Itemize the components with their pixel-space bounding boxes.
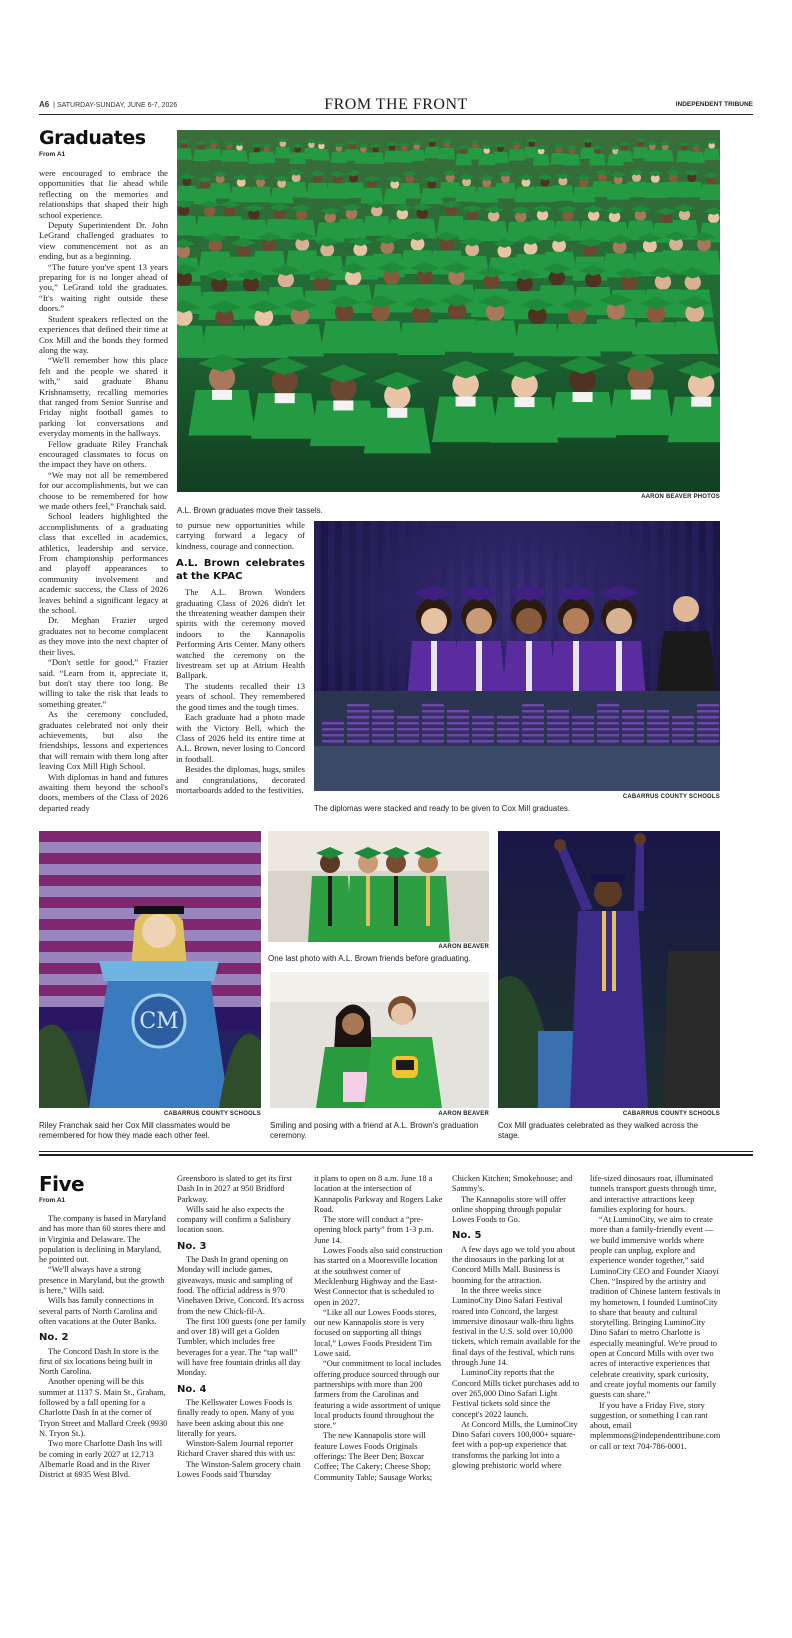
col2-intro: to pursue new opportunities while carrying forward a legacy of kindness, courage and connection. xyxy=(176,520,305,551)
podium-speaker-image xyxy=(39,831,261,1108)
five-paragraph: The store will conduct a “pre-opening block party” from 1-3 p.m. June 14. xyxy=(314,1215,434,1245)
five-paragraph: If you have a Friday Five, story suggestion, or something I can rant about, email mplemmons@independenttribune.com or call or text 704-786-0001. xyxy=(590,1400,721,1451)
five-paragraph: The Winston-Salem grocery chain Lowes Foods said Thursday xyxy=(177,1459,301,1480)
five-paragraph: “Our commitment to local includes offering produce sourced through our partnerships with more than 200 farmers from the Carolinas and featuring a wide assortment of unique local products found throughout the store.” xyxy=(314,1359,442,1431)
graduates-headline: Graduates xyxy=(39,127,146,149)
main-photo-credit: AARON BEAVER PHOTOS xyxy=(641,494,720,500)
five-column-3 xyxy=(314,1174,444,1499)
svg-text:CM: CM xyxy=(139,1009,179,1034)
alb-subhead: A.L. Brown celebrates at the KPAC xyxy=(176,558,305,583)
section-divider-thin xyxy=(39,1151,753,1152)
five-paragraph: Greensboro is slated to get its first Dash In in 2027 at 950 Bridford Parkway. xyxy=(177,1174,292,1204)
five-paragraph: life-sized dinosaurs roar, illuminated tunnels transport guests through time, and interactive attractions keep families exploring for hours. xyxy=(590,1174,717,1214)
five-paragraph: Wills said he also expects the company will confirm a Salisbury location soon. xyxy=(177,1204,291,1235)
graduates-paragraph: were encouraged to embrace the opportunities that lie ahead while reflecting on the memories and relationships that shaped their high school experience. xyxy=(39,168,168,220)
five-headline: Five xyxy=(39,1172,85,1196)
riley-photo xyxy=(39,831,261,1108)
graduates-paragraph: Fellow graduate Riley Franchak encouraged classmates to focus on the impact they have on others. xyxy=(39,438,168,470)
five-paragraph: The Dash In grand opening on Monday will include games, giveaways, music and sampling of food. The official address is 970 Vinehaven Drive, Concord. It's across from the new Chick-fil-A. xyxy=(177,1255,305,1316)
friends-group-image xyxy=(268,831,489,942)
five-item-heading: No. 3 xyxy=(177,1240,207,1252)
green-gowns-image xyxy=(177,130,720,492)
diploma-stacks-image xyxy=(314,521,720,791)
five-paragraph: The new Kannapolis store will feature Lowes Foods Originals offerings: The Beer Den; Boxcar Coffee; The Cakery; Cheese Shop; Community Table; Sausage Works; xyxy=(314,1431,433,1482)
five-paragraph: Two more Charlotte Dash Ins will be coming in early 2027 at 12,713 Albemarle Road and in the River District at 6935 West Blvd. xyxy=(39,1439,163,1480)
five-jump-from: From A1 xyxy=(39,1197,66,1204)
graduates-jump-from: From A1 xyxy=(39,151,66,158)
alb-paragraph: The A.L. Brown Wonders graduating Class of 2026 didn't let the threatening weather dampen their spirits with the ceremony moved indoors to the Kannapolis Performing Arts Center. Many others watched the ceremony on the livestream set up at Atrium Health Ballpark. xyxy=(176,587,305,681)
graduate-cheering-image xyxy=(498,831,720,1108)
friends-photo xyxy=(268,831,489,942)
five-paragraph: Wills has family connections in several parts of North Carolina and often vacations at the Outer Banks. xyxy=(39,1296,157,1326)
friends-photo-caption: One last photo with A.L. Brown friends before graduating. xyxy=(268,954,471,963)
top-rule xyxy=(39,114,753,115)
five-paragraph: At Concord Mills, the LuminoCity Dino Safari covers 100,000+ square-feet with a pop-up experience that transforms the parking lot into a glowing prehistoric world where xyxy=(452,1419,578,1471)
five-paragraph: The Kannapolis store will offer online shopping through popular Lowes Foods to Go. xyxy=(452,1194,566,1225)
riley-photo-credit: CABARRUS COUNTY SCHOOLS xyxy=(163,1111,261,1117)
posing-photo xyxy=(270,972,489,1108)
five-paragraph: Another opening will be this summer at 1137 S. Main St., Graham, followed by a fall opening for a Charlotte Dash In at the corner of Tryon Street and Mallard Creek (9930 N. Tryon St.). xyxy=(39,1377,168,1438)
five-item-heading: No. 2 xyxy=(39,1332,69,1344)
celebrate-photo-credit: CABARRUS COUNTY SCHOOLS xyxy=(622,1111,720,1117)
five-paragraph: The first 100 guests (one per family and over 18) will get a Golden Tumbler, which includes free beverages for a year. The “tap wall” will have free fountain drinks all day Monday. xyxy=(177,1316,306,1378)
graduates-column-2 xyxy=(176,520,305,814)
friends-photo-credit: AARON BEAVER xyxy=(438,944,489,950)
five-paragraph: The company is based in Maryland and has more than 60 stores there and in Virginia and Delaware. The population is declining in Maryland, he pointed out. xyxy=(39,1214,166,1265)
five-paragraph: The Concord Dash In store is the first of six locations being built in North Carolina. xyxy=(39,1346,159,1377)
five-paragraph: “At LuminoCity, we aim to create more than a family-friendly event — we build immersive worlds where people can unplug, explore and experience wonder together,” said LuminoCity CEO and Founder Xiaoyi Chen. “Inspired by the artistry and tradition of Chinese lantern festivals in my hometown, I founded LuminoCity to share that beauty and cultural storytelling. Bringing LuminoCity Dino Safari to metro Charlotte is especially meaningful. We're proud to open at Concord Mills with over two acres of interactive experiences that celebrate creativity, spark curiosity, and create joyful moments our family guests can share.” xyxy=(590,1215,721,1400)
five-paragraph: Chicken Kitchen; Smokehouse; and Sammy's. xyxy=(452,1174,573,1194)
graduates-paragraph: “We may not all be remembered for our accomplishments, but we can choose to be remembered for how we made others feel,” Franchak said. xyxy=(39,469,168,511)
issue-date: SATURDAY-SUNDAY, JUNE 6-7, 2026 xyxy=(56,102,178,109)
graduates-paragraph: “Don't settle for good,” Frazier said. “Learn from it, appreciate it, but don't stay there too long. Be willing to take the risk that leads to something greater.” xyxy=(39,657,168,709)
graduates-paragraph: “We'll remember how this place felt and the people we shared it with,” said graduate Bhanu Krishnamsetty, recalling memories that ranged from Senior Sunrise and Friday night football games to parking lot conversations and everyday moments in the hallways. xyxy=(39,355,168,439)
five-paragraph: it plans to open on 8 a.m. June 18 a location at the intersection of Kannapolis Parkway and Rogers Lake Road. xyxy=(314,1174,443,1214)
five-column-1 xyxy=(39,1214,168,1499)
alb-paragraph: The students recalled their 13 years of school. They remembered the good times and the tough times. xyxy=(176,680,305,712)
graduates-paragraph: As the ceremony concluded, graduates celebrated not only their achievements, but also the friendships, lessons and experiences that will remain with them long after leaving Cox Mill High School. xyxy=(39,709,168,772)
main-photo-caption: A.L. Brown graduates move their tassels. xyxy=(177,506,323,515)
five-paragraph: A few days ago we told you about the dinosaurs in the parking lot at Concord Mills Mall. Business is booming for the attraction. xyxy=(452,1244,576,1285)
five-column-2 xyxy=(177,1174,306,1499)
five-paragraph: “Like all our Lowes Foods stores, our new Kannapolis store is very focused on supporting all things local,” Lowes Foods President Tim Lowe said. xyxy=(314,1307,437,1359)
five-paragraph: In the three weeks since LuminoCity Dino Safari Festival roared into Concord, the largest immersive dinosaur walk-thru lights festival in the U.S. sold over 10,000 tickets, which remain available for the final days of the festival, which runs through June 14. xyxy=(452,1285,581,1368)
posing-photo-caption: Smiling and posing with a friend at A.L. Brown's graduation ceremony. xyxy=(270,1121,479,1140)
five-paragraph: Winston-Salem Journal reporter Richard Craver shared this with us: xyxy=(177,1439,296,1459)
five-paragraph: “We'll always have a strong presence in Maryland, but the growth is here,” Wills said. xyxy=(39,1265,165,1296)
graduates-main-photo xyxy=(177,130,720,492)
alb-paragraph: Besides the diplomas, hugs, smiles and congratulations, decorated mortarboards added to the festivities. xyxy=(176,764,305,795)
page-folio: A6 | SATURDAY-SUNDAY, JUNE 6-7, 2026 xyxy=(39,100,178,109)
graduates-column-1 xyxy=(39,168,168,814)
paper-name: INDEPENDENT TRIBUNE xyxy=(675,101,753,108)
graduates-paragraph: School leaders highlighted the accomplishments of a graduating class that excelled in academics, athletics, leadership and service. From championship performances and playoff appearances to community involvement and academic success, the Class of 2026 leaves behind a significant legacy at the school. xyxy=(39,511,168,616)
graduates-paragraph: “The future you've spent 13 years preparing for is no longer ahead of you,” LeGrand told the graduates. “It's waiting right outside these doors.” xyxy=(39,261,168,314)
five-column-4 xyxy=(452,1174,582,1499)
five-item-heading: No. 5 xyxy=(452,1230,482,1242)
posing-friends-image xyxy=(270,972,489,1108)
five-column-5 xyxy=(590,1174,721,1499)
diplomas-photo-credit: CABARRUS COUNTY SCHOOLS xyxy=(622,794,720,800)
posing-photo-credit: AARON BEAVER xyxy=(438,1111,489,1117)
graduates-paragraph: Student speakers reflected on the experiences that defined their time at Cox Mill and the bonds they formed along the way. xyxy=(39,313,168,355)
diplomas-photo xyxy=(314,521,720,791)
diplomas-photo-caption: The diplomas were stacked and ready to be given to Cox Mill graduates. xyxy=(314,804,571,813)
graduates-paragraph: With diplomas in hand and futures awaiting them beyond the school's doors, members of the Class of 2026 departed ready xyxy=(39,771,168,813)
page-number: A6 xyxy=(39,100,50,109)
five-paragraph: LuminoCity reports that the Concord Mills ticket purchases add to over 265,000 Dino Safari Light Festival tickets sold since the concept's 2022 launch. xyxy=(452,1368,580,1419)
five-paragraph: The Kellswater Lowes Foods is finally ready to open. Many of you have been asking about this one literally for years. xyxy=(177,1397,294,1438)
graduates-paragraph: Deputy Superintendent Dr. John LeGrand challenged graduates to view commencement not as an ending, but as a beginning. xyxy=(39,220,168,262)
graduates-paragraph: Dr. Meghan Frazier urged graduates not to become complacent as they move into the next chapter of their lives. xyxy=(39,615,168,657)
section-title: FROM THE FRONT xyxy=(324,96,468,113)
section-divider-thick xyxy=(39,1154,753,1156)
celebrate-photo-caption: Cox Mill graduates celebrated as they walked across the stage. xyxy=(498,1121,699,1140)
alb-paragraph: Each graduate had a photo made with the Victory Bell, which the Class of 2026 held its entire time at A.L. Brown, never losing to Concord in football. xyxy=(176,712,305,764)
five-paragraph: Lowes Foods also said construction has started on a Mooresville location at the southwest corner of Mecklenburg Highway and the East-West Connector that is scheduled to open in 2027. xyxy=(314,1246,443,1307)
celebrate-photo xyxy=(498,831,720,1108)
five-item-heading: No. 4 xyxy=(177,1383,207,1395)
riley-photo-caption: Riley Franchak said her Cox Mill classmates would be remembered for how they made each other feel. xyxy=(39,1121,231,1140)
